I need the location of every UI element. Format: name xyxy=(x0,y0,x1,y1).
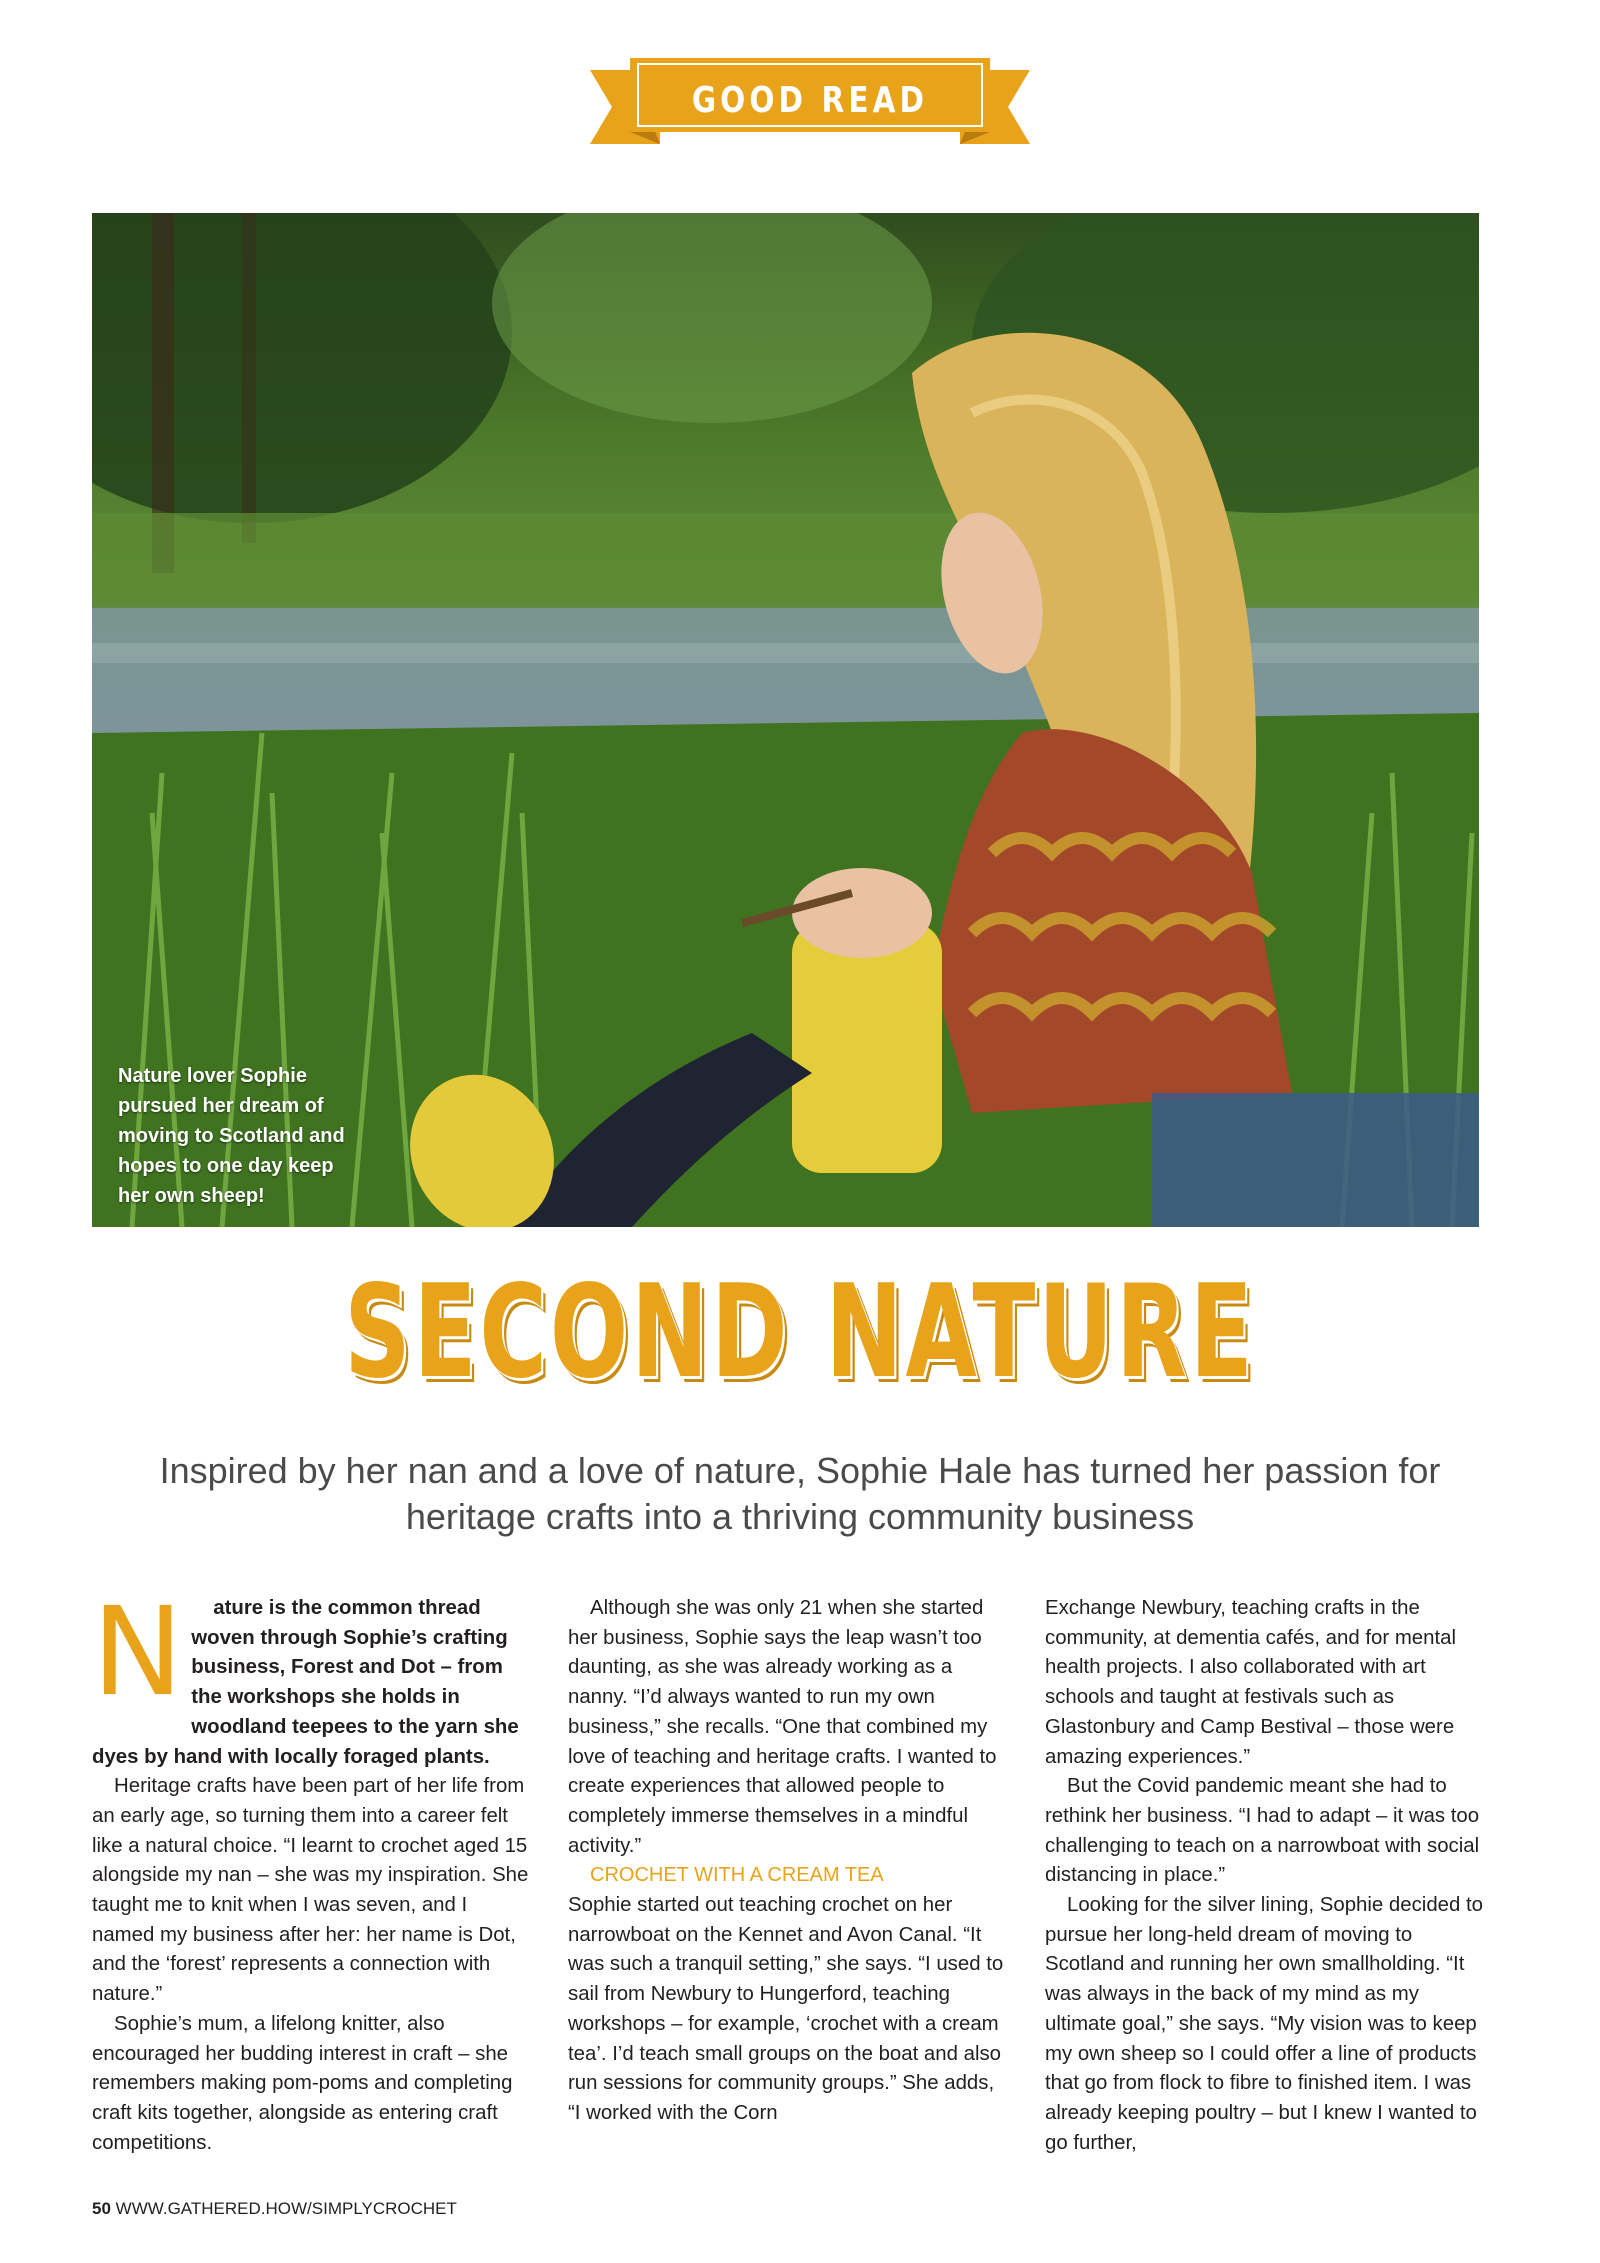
hero-photo xyxy=(92,213,1479,1227)
article-paragraph: Sophie’s mum, a lifelong knitter, also encouraged her budding interest in craft – she remembers making pom-poms and completing craft kits together, alongside as entering craft competitions. xyxy=(92,2012,513,2154)
article-paragraph: Heritage crafts have been part of her life from an early age, so turning them into a career felt like a natural choice. “I learnt to crochet aged 15 alongside my nan – she was my inspiration. She taught me to knit when I was seven, and I named my business after her: her name is Dot, and the ‘forest’ represents a connection with nature.” xyxy=(92,1775,529,2006)
drop-cap: N xyxy=(92,1581,184,1723)
article-subheading: CROCHET WITH A CREAM TEA xyxy=(590,1864,884,1887)
photo-caption: Nature lover Sophie pursued her dream of moving to Scotland and hopes to one day keep her own sheep! xyxy=(118,1065,345,1207)
article-standfirst: Inspired by her nan and a love of nature, Sophie Hale has turned her passion for heritage crafts into a thriving community business xyxy=(159,1450,1441,1537)
section-banner xyxy=(590,52,1030,152)
footer-url: WWW.GATHERED.HOW/SIMPLYCROCHET xyxy=(115,2199,457,2218)
article-headline: SECOND NATURE xyxy=(344,1258,1256,1407)
article-paragraph: But the Covid pandemic meant she had to rethink her business. “I had to adapt – it was too challenging to teach on a narrowboat with social distancing in place.” xyxy=(1045,1775,1480,1887)
page-number: 50 xyxy=(92,2199,111,2218)
article-column-1 xyxy=(92,1581,532,2158)
article-intro: ature is the common thread woven through Sophie’s crafting business, Forest and Dot – from the workshops she holds in woodland teepees to the yarn she dyes by hand with locally foraged plants. xyxy=(92,1597,519,1768)
banner-label: GOOD READ xyxy=(691,79,929,121)
page-footer xyxy=(92,2198,457,2220)
article-paragraph: Although she was only 21 when she started her business, Sophie says the leap wasn’t too daunting, as she was already working as a nanny. “I’d always wanted to run my own business,” she recalls. “One that combined my love of teaching and heritage crafts. I wanted to create experiences that allowed people to completely immerse themselves in a mindful activity.” xyxy=(568,1597,997,1857)
article-column-2 xyxy=(568,1594,1008,2129)
article-paragraph: Sophie started out teaching crochet on her narrowboat on the Kennet and Avon Canal. “It was such a tranquil setting,” she says. “I used to sail from Newbury to Hungerford, teaching workshops – for example, ‘crochet with a cream tea’. I’d teach small groups on the boat and also run sessions for community groups.” She adds, “I worked with the Corn xyxy=(568,1894,1004,2124)
article-paragraph: Looking for the silver lining, Sophie decided to pursue her long-held dream of moving to Scotland and running her own smallholding. “It was always in the back of my mind as my ultimate goal,” she says. “My vision was to keep my own sheep so I could offer a line of products that go from flock to fibre to finished item. I was already keeping poultry – but I knew I wanted to go further, xyxy=(1045,1894,1484,2154)
article-paragraph: Exchange Newbury, teaching crafts in the community, at dementia cafés, and for mental health projects. I also collaborated with art schools and taught at festivals such as Glastonbury and Camp Bestival – those were amazing experiences.” xyxy=(1045,1597,1457,1768)
article-column-3 xyxy=(1045,1594,1485,2158)
